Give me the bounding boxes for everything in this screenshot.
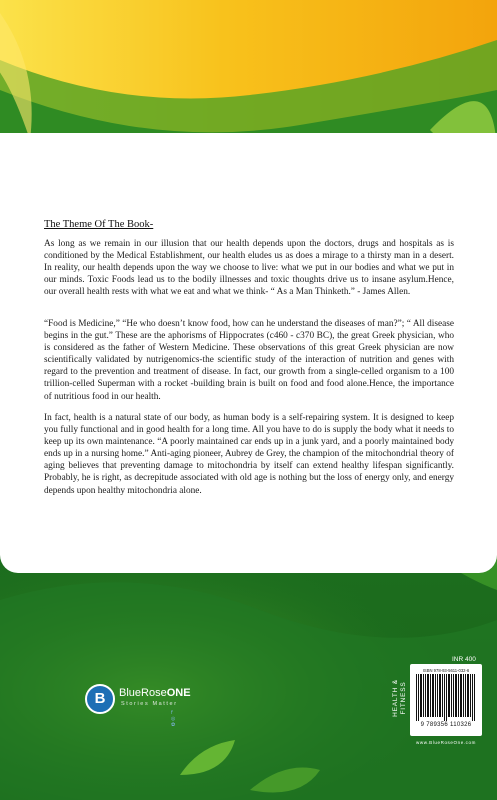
- publisher-name-part1: BlueRose: [119, 687, 167, 699]
- price-label: INR 400: [452, 656, 476, 663]
- publisher-name: [119, 687, 191, 699]
- logo-icon: B: [85, 684, 115, 714]
- barcode-bars: [416, 674, 476, 721]
- genre-label: [390, 660, 408, 740]
- paragraph-3: In fact, health is a natural state of our body, as human body is a self-repairing system. It is designed to keep you fully functional and in good health for a long time. All you have to do is supply the body what it needs to keep up its own maintenance. “A poorly maintained car ends up in a junk yard, and a poorly maintained body ends up in a nursing home.” Anti-aging pioneer, Aubrey de Grey, the champion of the mitochondrial theory of aging believes that preventing damage to mitochondria by itself can extend healthy lifespan significantly. Probably, he is right, as decrepitude associated with old age is nothing but the loss of energy only, and energy depends upon healthy mitochondria alone.: [44, 413, 454, 496]
- publisher-website: www.BlueRoseOne.com: [416, 740, 476, 745]
- paragraph-2: “Food is Medicine,” “He who doesn’t know food, how can he understand the diseases of man?”; “ All disease begins in the gut.” These are the aphorisms of Hippocrates (c460 - c370 BC), the great Greek physician, who is considered as the father of Western Medicine. These observations of this great Greek physician are now scientifically validated by nutrigenomics-the scientific study of the interaction of nutrition and genes with regard to the prevention and treatment of disease. In fact, our growth from a single-celled organism to a 100 trillion-celled Superman with a rocket -building brain is built on food and food alone.Hence, the importance of nutritious food in our health.: [44, 319, 454, 402]
- paragraph-1: As long as we remain in our illusion that our health depends upon the doctors, drugs and hospitals as is conditioned by the Medical Establishment, our health eludes us as does a mirage to a thirsty man in a desert. In reality, our health depends upon the way we choose to live: what we put in our bodies and what we put in our minds. Toxic Foods lead us to the bodily illnesses and toxic thoughts drive us to insane asylum.Hence, our overall health rests with what we eat and what we think- “ As a Man Thinketh.” - James Allen.: [44, 239, 454, 298]
- barcode: [410, 664, 482, 736]
- isbn-label: ISBN 978-93-5611-032-6: [422, 668, 470, 673]
- publisher-tagline: Stories Matter: [121, 701, 178, 707]
- isbn-digits: 9 789356 110326: [420, 722, 472, 728]
- social-icons: f ◎ ✿: [171, 710, 176, 728]
- genre-text: [392, 658, 408, 738]
- publisher-name-part2: ONE: [166, 687, 191, 699]
- genre-line2: FITNESS: [400, 681, 407, 715]
- section-heading: The Theme Of The Book-: [44, 219, 154, 230]
- genre-line1: HEALTH &: [392, 679, 399, 717]
